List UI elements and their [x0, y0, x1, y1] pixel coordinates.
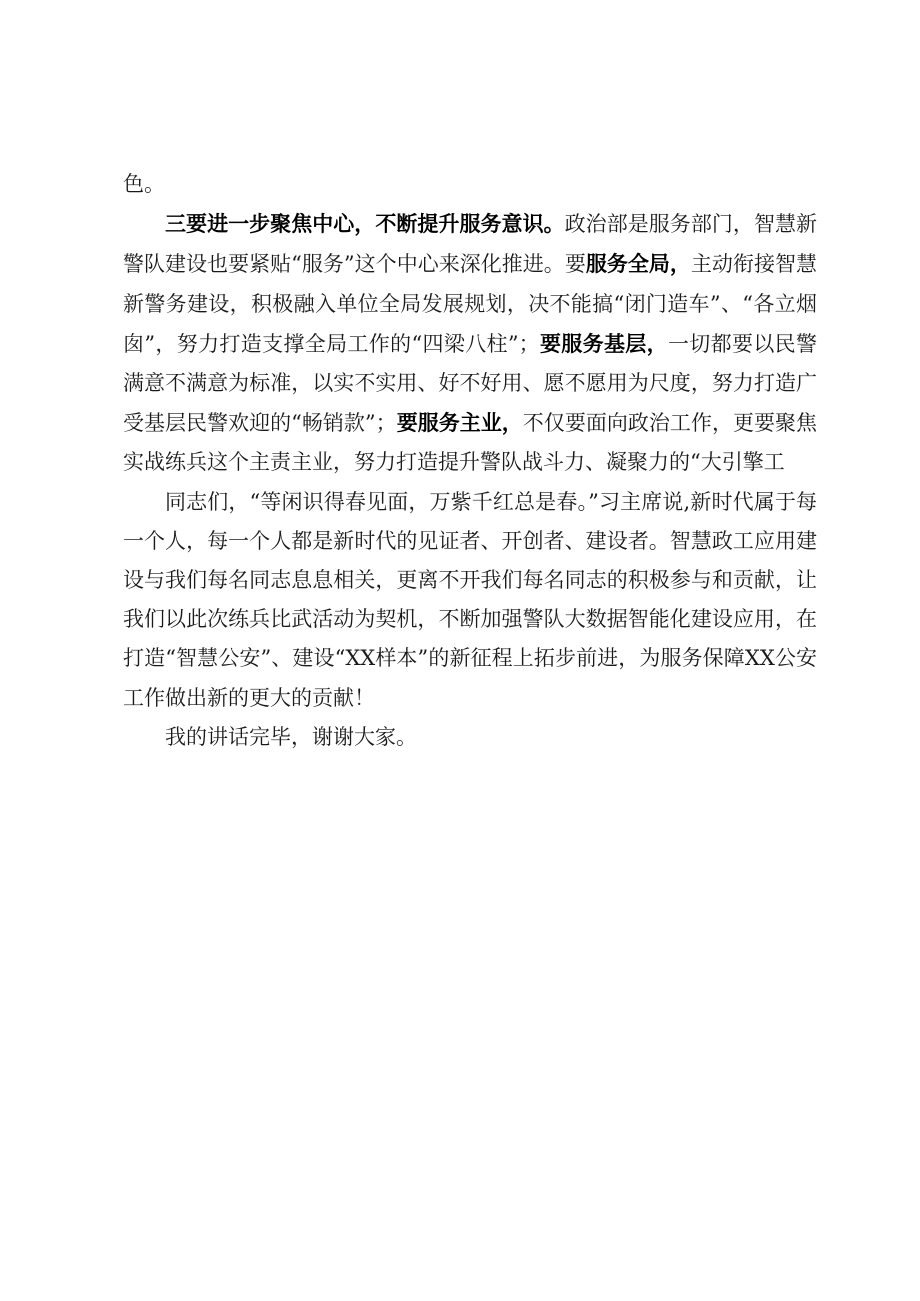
- paragraph-closing-appeal: [123, 483, 817, 718]
- section-heading: 三要进一步聚焦中心，不断提升服务意识。: [165, 211, 565, 237]
- paragraph-text: 色。: [123, 172, 165, 196]
- bold-phrase-serve-overall: 服务全局，: [585, 251, 691, 277]
- paragraph-text: 同志们，“等闲识得春见面，万紫千红总是春。”习主席说,新时代属于每一个人，每一个人都是新时代的见证者、开创者、建设者。智慧政工应用建设与我们每名同志息息相关，更离不开我们每名同志的积极参与和贡献，让我们以此次练兵比武活动为契机，不断加强警队大数据智能化建设应用，在打造“智慧公安”、建设“XX样本”的新征程上拓步前进，为服务保障XX公安工作做出新的更大的贡献！: [123, 489, 817, 710]
- paragraph-service-awareness: [123, 204, 817, 482]
- document-body: [123, 165, 817, 757]
- paragraph-text: 不仅要面向政治工作，更要聚焦实战练兵这个主责主业，努力打造提升警队战斗力、凝聚力的“大引擎工: [123, 411, 818, 475]
- bold-phrase-serve-grassroots: 要服务基层，: [539, 330, 668, 356]
- paragraph-continuation: [123, 165, 817, 204]
- paragraph-closing-thanks: [123, 718, 817, 757]
- paragraph-text: 主动衔接智慧新警务建设，积极融入单位全局发展规划，决不能搞“闭门造车”、“各立烟囱”，努力打造支撑全局工作的“四梁八柱”；: [123, 252, 817, 356]
- bold-phrase-serve-main-business: 要服务主业，: [396, 410, 523, 436]
- paragraph-text: 我的讲话完毕，谢谢大家。: [165, 724, 417, 749]
- paragraph-text: 一切都要以民警满意不满意为标准，以实不实用、好不好用、愿不愿用为尺度，努力打造广受基层民警欢迎的“畅销款”；: [123, 331, 817, 436]
- paragraph-text: 政治部是服务部门，智慧新警队建设也要紧贴“服务”这个中心来深化推进。要: [123, 212, 818, 277]
